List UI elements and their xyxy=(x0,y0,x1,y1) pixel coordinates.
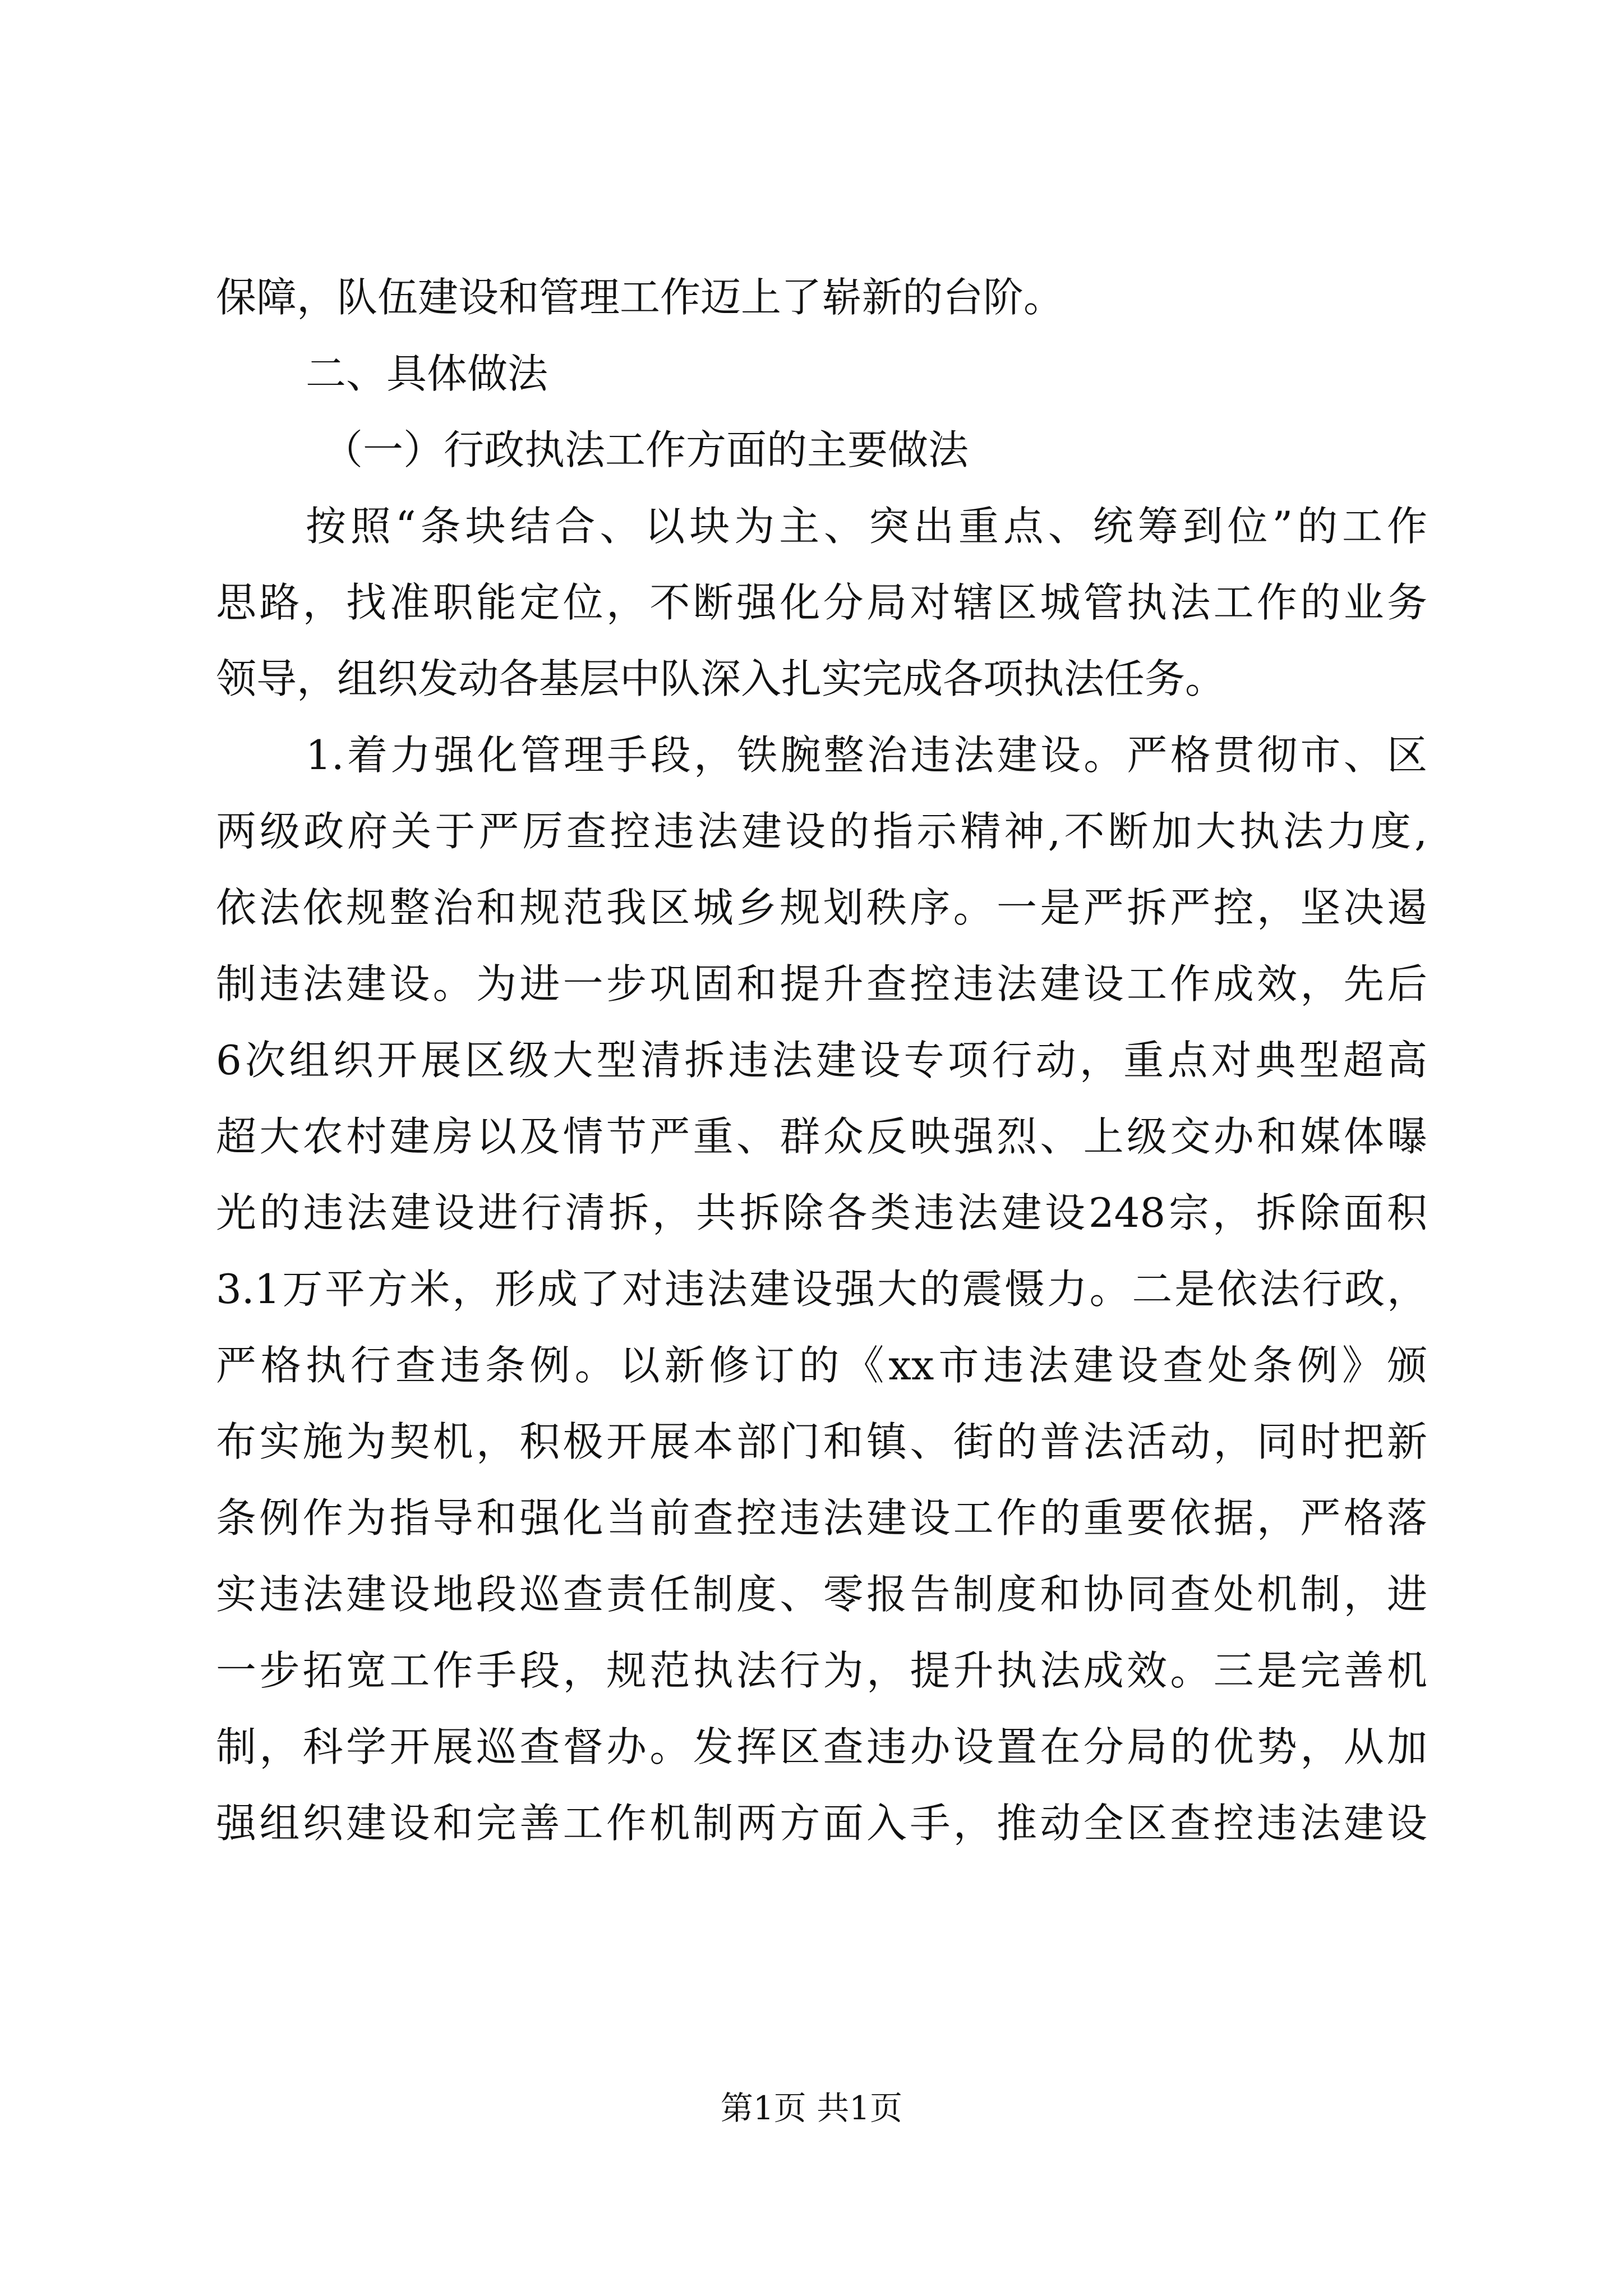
page-number: 第1页 共1页 xyxy=(720,2089,903,2127)
text-line: 按照“条块结合、以块为主、突出重点、统筹到位”的工作 xyxy=(306,503,1427,550)
text-line: 保障，队伍建设和管理工作迈上了崭新的台阶。 xyxy=(216,274,1064,321)
document-body xyxy=(216,259,1427,1861)
text-line: 一步拓宽工作手段，规范执法行为，提升执法成效。三是完善机 xyxy=(216,1647,1427,1694)
text-line: 实违法建设地段巡查责任制度、零报告制度和协同查处机制，进 xyxy=(216,1571,1427,1618)
text-line: 6次组织开展区级大型清拆违法建设专项行动，重点对典型超高 xyxy=(216,1037,1427,1084)
text-line: 领导，组织发动各基层中队深入扎实完成各项执法任务。 xyxy=(216,655,1226,702)
text-line: 制，科学开展巡查督办。发挥区查违办设置在分局的优势，从加 xyxy=(216,1723,1427,1770)
text-line: 制违法建设。为进一步巩固和提升查控违法建设工作成效，先后 xyxy=(216,960,1427,1007)
page-footer xyxy=(0,2086,1623,2131)
text-line: 依法依规整治和规范我区城乡规划秩序。一是严拆严控，坚决遏 xyxy=(216,884,1427,931)
subsection-heading: （一）行政执法工作方面的主要做法 xyxy=(322,426,969,473)
text-line: 严格执行查违条例。以新修订的《xx市违法建设查处条例》颁 xyxy=(216,1342,1427,1389)
text-line: 两级政府关于严厉查控违法建设的指示精神,不断加大执法力度, xyxy=(216,808,1427,855)
text-line: 3.1万平方米，形成了对违法建设强大的震慑力。二是依法行政， xyxy=(216,1266,1427,1313)
text-line: 超大农村建房以及情节严重、群众反映强烈、上级交办和媒体曝 xyxy=(216,1113,1427,1160)
text-line: 思路，找准职能定位，不断强化分局对辖区城管执法工作的业务 xyxy=(216,579,1427,626)
text-line: 布实施为契机，积极开展本部门和镇、街的普法活动，同时把新 xyxy=(216,1418,1427,1465)
text-line: 光的违法建设进行清拆，共拆除各类违法建设248宗，拆除面积 xyxy=(216,1189,1427,1236)
text-line: 1.着力强化管理手段，铁腕整治违法建设。严格贯彻市、区 xyxy=(306,731,1427,779)
section-heading: 二、具体做法 xyxy=(306,350,548,397)
text-line: 条例作为指导和强化当前查控违法建设工作的重要依据，严格落 xyxy=(216,1494,1427,1542)
text-line: 强组织建设和完善工作机制两方面入手，推动全区查控违法建设 xyxy=(216,1800,1427,1847)
